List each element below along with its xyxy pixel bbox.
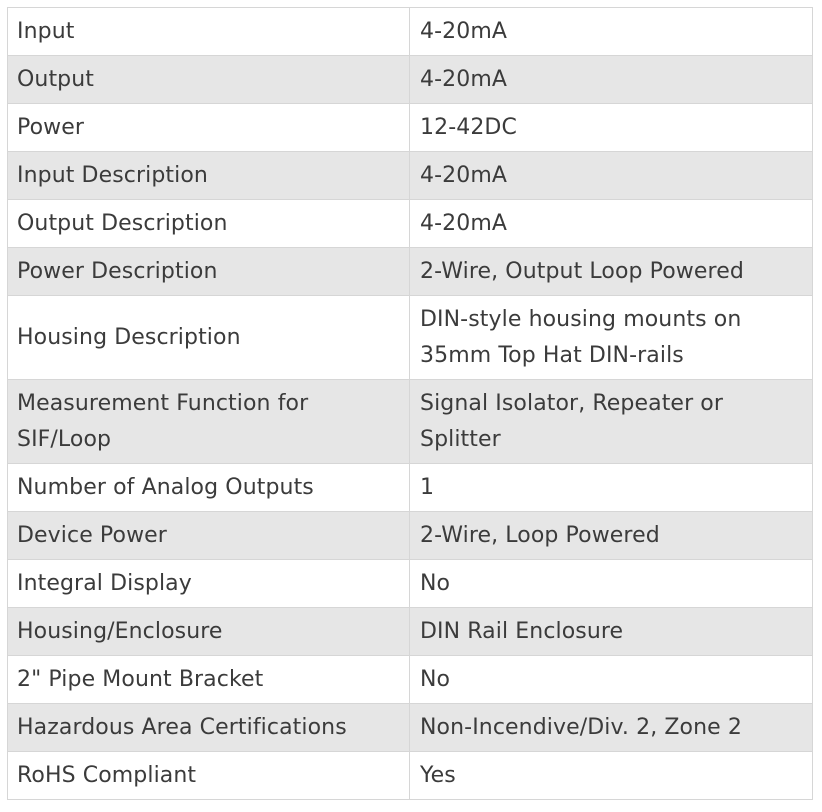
spec-label: Power (8, 104, 410, 152)
spec-label: Power Description (8, 248, 410, 296)
spec-row-hazardous-area-certifications (8, 704, 813, 752)
spec-value: 4-20mA (410, 200, 813, 248)
spec-row-output (8, 56, 813, 104)
spec-row-rohs-compliant (8, 752, 813, 800)
spec-value: No (410, 560, 813, 608)
spec-row-input-description (8, 152, 813, 200)
spec-row-power-description (8, 248, 813, 296)
spec-label: Measurement Function for SIF/Loop (8, 380, 410, 464)
spec-label: 2" Pipe Mount Bracket (8, 656, 410, 704)
spec-row-number-of-analog-outputs (8, 464, 813, 512)
spec-label: Input (8, 8, 410, 56)
spec-label: Integral Display (8, 560, 410, 608)
spec-value: No (410, 656, 813, 704)
specifications-table-body (8, 8, 813, 800)
spec-row-input (8, 8, 813, 56)
spec-value: 2-Wire, Output Loop Powered (410, 248, 813, 296)
spec-value: 2-Wire, Loop Powered (410, 512, 813, 560)
spec-row-output-description (8, 200, 813, 248)
spec-label: Hazardous Area Certifications (8, 704, 410, 752)
spec-value: Yes (410, 752, 813, 800)
spec-label: Housing/Enclosure (8, 608, 410, 656)
spec-value: 4-20mA (410, 56, 813, 104)
spec-label: RoHS Compliant (8, 752, 410, 800)
spec-row-housing-enclosure (8, 608, 813, 656)
spec-value: 4-20mA (410, 8, 813, 56)
spec-row-housing-description (8, 296, 813, 380)
spec-row-device-power (8, 512, 813, 560)
spec-value: Signal Isolator, Repeater or Splitter (410, 380, 813, 464)
spec-label: Input Description (8, 152, 410, 200)
spec-value: DIN-style housing mounts on 35mm Top Hat DIN-rails (410, 296, 813, 380)
spec-label: Output Description (8, 200, 410, 248)
spec-label: Device Power (8, 512, 410, 560)
spec-value: 1 (410, 464, 813, 512)
spec-label: Housing Description (8, 296, 410, 380)
spec-row-power (8, 104, 813, 152)
spec-row-measurement-function (8, 380, 813, 464)
spec-value: Non-Incendive/Div. 2, Zone 2 (410, 704, 813, 752)
spec-value: 12-42DC (410, 104, 813, 152)
spec-label: Output (8, 56, 410, 104)
spec-row-pipe-mount-bracket (8, 656, 813, 704)
spec-value: DIN Rail Enclosure (410, 608, 813, 656)
specifications-table (7, 7, 813, 800)
spec-row-integral-display (8, 560, 813, 608)
spec-value: 4-20mA (410, 152, 813, 200)
spec-label: Number of Analog Outputs (8, 464, 410, 512)
